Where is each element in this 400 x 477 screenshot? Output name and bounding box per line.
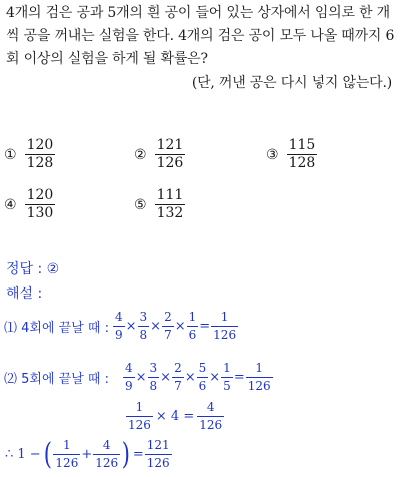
option-3-marker: ③ <box>266 146 279 163</box>
final-frac-1: $\frac{1}{126}$ <box>55 438 79 470</box>
equals-sign: = <box>233 370 245 385</box>
option-4-marker: ④ <box>4 196 17 213</box>
final-frac-2: $\frac{4}{126}$ <box>95 438 119 470</box>
final-result: $\frac{121}{126}$ <box>146 438 170 470</box>
option-2-fraction <box>155 138 186 171</box>
option-3-denominator: 128 <box>288 155 316 171</box>
option-2-numerator: 121 <box>156 137 184 153</box>
option-4[interactable] <box>4 188 55 221</box>
explanation-label: 해설 : <box>6 286 43 302</box>
case-2b-frac: $\frac{1}{126}$ <box>128 400 151 432</box>
option-5[interactable] <box>134 188 185 221</box>
final-prefix: ∴ 1 − <box>5 447 41 462</box>
case-2-frac-5: $\frac{1}{5}$ <box>223 361 231 393</box>
option-4-fraction <box>25 188 56 221</box>
case-2-frac-1: $\frac{4}{9}$ <box>124 361 133 393</box>
right-paren-icon: ) <box>121 436 131 472</box>
option-1-marker: ① <box>4 146 17 163</box>
case-1-frac-1: $\frac{4}{9}$ <box>114 310 123 342</box>
option-3[interactable] <box>266 138 317 171</box>
option-1[interactable] <box>4 138 55 171</box>
case-2-label: ⑵ 5회에 끝날 때 : <box>4 372 109 387</box>
option-4-denominator: 130 <box>26 205 54 221</box>
solution-case-2-times-4 <box>126 400 224 433</box>
answer-line: 정답 : ② <box>6 261 60 277</box>
case-1-frac-4: $\frac{1}{6}$ <box>188 310 197 342</box>
option-3-numerator: 115 <box>288 137 316 153</box>
case-2-result: $\frac{1}{126}$ <box>247 361 271 393</box>
option-1-denominator: 128 <box>26 155 54 171</box>
case-2-frac-2: $\frac{3}{8}$ <box>149 361 158 393</box>
case-1-frac-3: $\frac{2}{7}$ <box>164 310 172 342</box>
case-1-result: $\frac{1}{126}$ <box>213 310 237 342</box>
equals-sign: = <box>199 319 211 334</box>
solution-case-2 <box>4 361 273 394</box>
case-2-frac-3: $\frac{2}{7}$ <box>174 361 182 393</box>
equals-sign: = <box>132 447 144 462</box>
times-sign: × <box>184 370 196 385</box>
plus-sign: + <box>81 447 93 462</box>
times-sign: × <box>160 370 172 385</box>
question-note: (단, 꺼낸 공은 다시 넣지 않는다.) <box>191 75 392 91</box>
question-line-2: 씩 공을 꺼내는 실험을 한다. 4개의 검은 공이 모두 나올 때까지 6 <box>6 28 395 44</box>
case-2b-multiplier: × 4 = <box>155 409 195 424</box>
option-1-fraction <box>25 138 56 171</box>
question-line-1: 4개의 검은 공과 5개의 흰 공이 들어 있는 상자에서 임의로 한 개 <box>6 5 390 21</box>
option-5-denominator: 132 <box>156 205 184 221</box>
solution-case-1 <box>4 310 238 343</box>
case-2-frac-4: $\frac{5}{6}$ <box>198 361 207 393</box>
case-1-frac-2: $\frac{3}{8}$ <box>139 310 148 342</box>
case-1-label: ⑴ 4회에 끝날 때 : <box>4 321 109 336</box>
option-3-fraction <box>287 138 318 171</box>
option-2-denominator: 126 <box>156 155 184 171</box>
option-5-marker: ⑤ <box>134 196 147 213</box>
question-line-3: 회 이상의 실험을 하게 될 확률은? <box>6 51 208 67</box>
option-1-numerator: 120 <box>26 137 54 153</box>
times-sign: × <box>150 319 162 334</box>
times-sign: × <box>135 370 147 385</box>
option-5-fraction <box>155 188 186 221</box>
option-5-numerator: 111 <box>156 187 184 203</box>
left-paren-icon: ( <box>43 436 52 472</box>
times-sign: × <box>209 370 221 385</box>
solution-final <box>4 438 172 471</box>
times-sign: × <box>125 319 137 334</box>
option-4-numerator: 120 <box>26 187 54 203</box>
case-2b-result: $\frac{4}{126}$ <box>199 400 223 432</box>
option-2[interactable] <box>134 138 185 171</box>
times-sign: × <box>174 319 186 334</box>
option-2-marker: ② <box>134 146 147 163</box>
